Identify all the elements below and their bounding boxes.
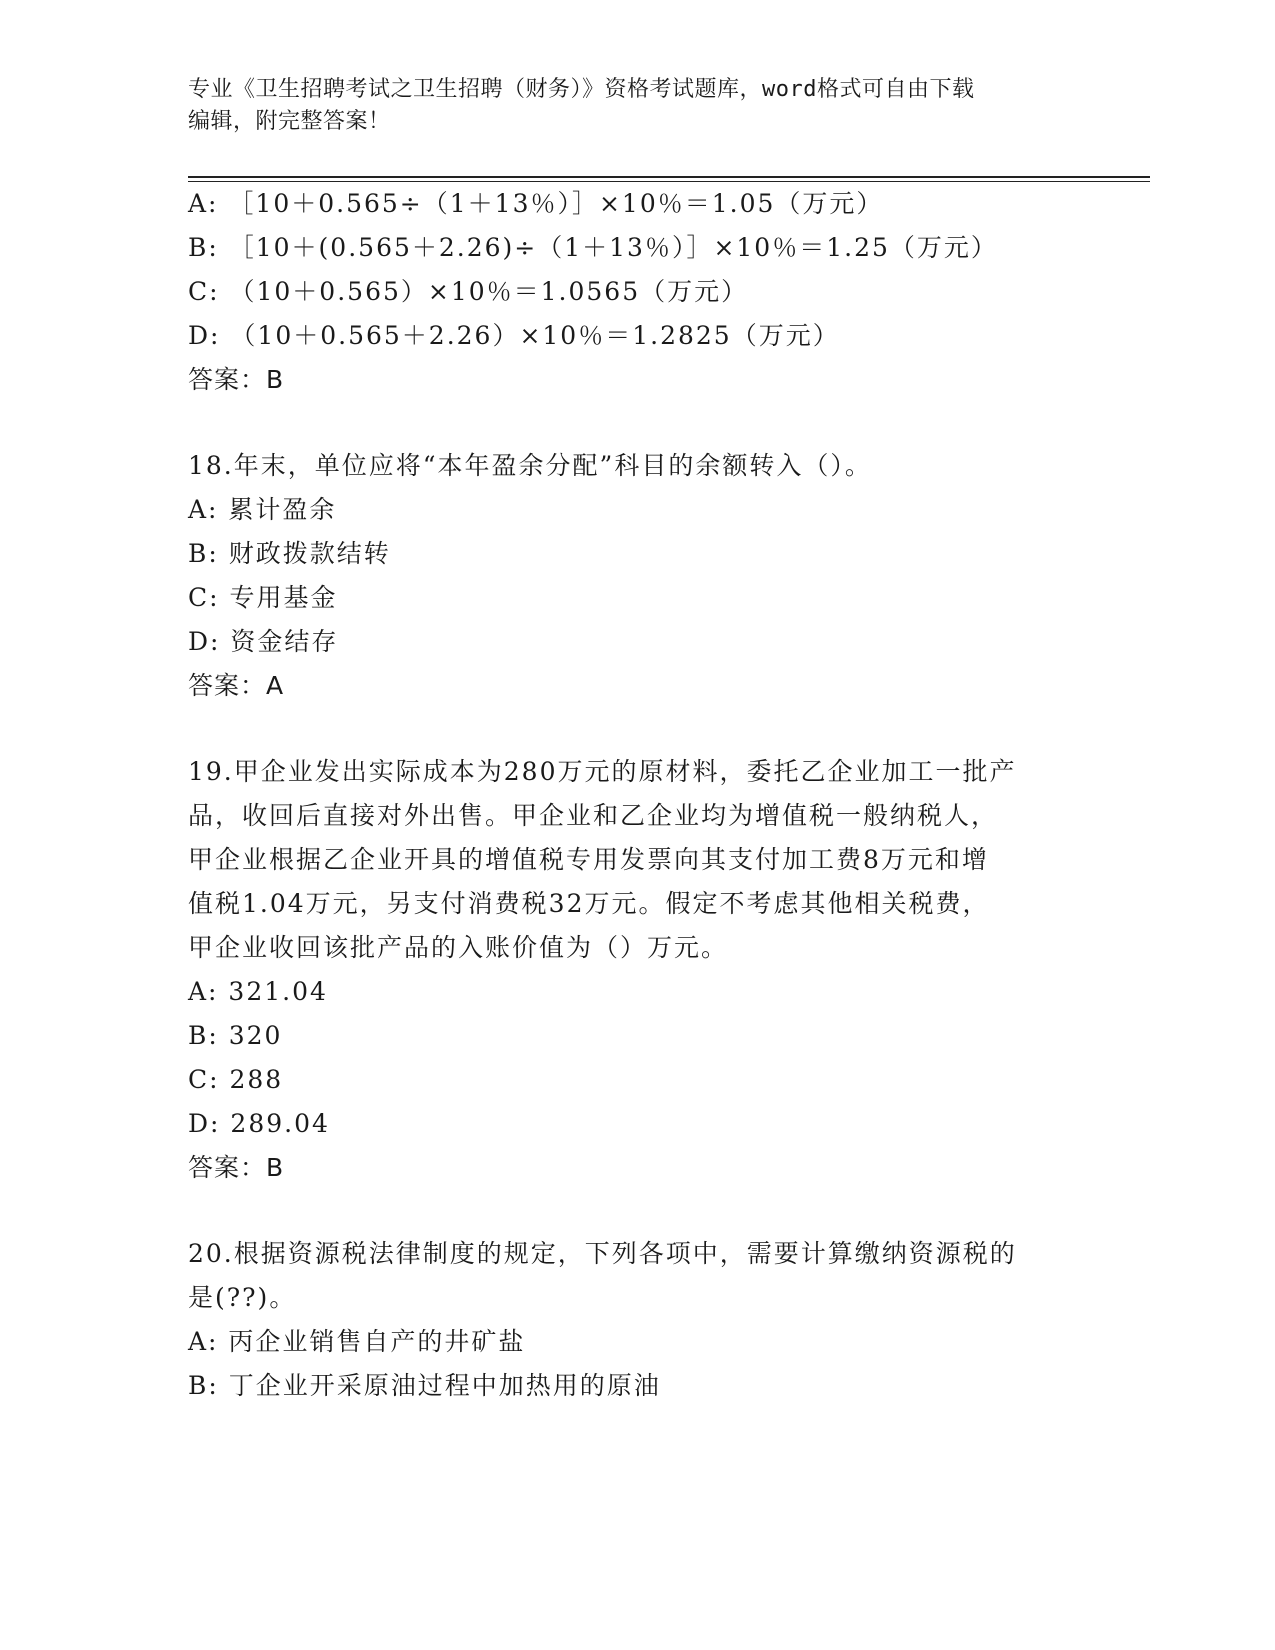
q20-option-a: A: 丙企业销售自产的井矿盐	[188, 1327, 526, 1356]
q18-option-d: D: 资金结存	[188, 627, 339, 656]
q18-option-c: C: 专用基金	[188, 583, 338, 612]
q17-option-d: D: （10＋0.565＋2.26）×10％＝1.2825（万元）	[188, 321, 840, 350]
q17-option-c: C: （10＋0.565）×10％＝1.0565（万元）	[188, 277, 749, 306]
q19-answer: 答案：B	[188, 1153, 285, 1182]
q18-option-a: A: 累计盈余	[188, 495, 337, 524]
document-header	[188, 74, 1068, 138]
header-divider-thick	[188, 176, 1150, 178]
q18-answer: 答案：A	[188, 671, 285, 700]
header-line-1: 专业《卫生招聘考试之卫生招聘（财务）》资格考试题库，word格式可自由下载	[188, 77, 975, 102]
q20-stem-line-1: 20.根据资源税法律制度的规定，下列各项中，需要计算缴纳资源税的	[188, 1239, 1017, 1268]
q18-option-b: B: 财政拨款结转	[188, 539, 391, 568]
q19-stem-line-5: 甲企业收回该批产品的入账价值为（）万元。	[188, 933, 729, 962]
q19-stem-line-4: 值税1.04万元，另支付消费税32万元。假定不考虑其他相关税费，	[188, 889, 990, 918]
q20-stem-line-2: 是(??)。	[188, 1283, 297, 1312]
q19-stem-line-3: 甲企业根据乙企业开具的增值税专用发票向其支付加工费8万元和增	[188, 845, 989, 874]
q17-answer: 答案：B	[188, 365, 285, 394]
q19-option-a: A: 321.04	[188, 977, 328, 1006]
q19-stem-line-2: 品，收回后直接对外出售。甲企业和乙企业均为增值税一般纳税人，	[188, 801, 999, 830]
q17-option-b: B: ［10＋(0.565＋2.26)÷（1＋13％）］×10％＝1.25（万元）	[188, 233, 998, 262]
q19-option-c: C: 288	[188, 1065, 284, 1094]
q18-stem: 18.年末，单位应将“本年盈余分配”科目的余额转入（）。	[188, 451, 872, 480]
q19-stem-line-1: 19.甲企业发出实际成本为280万元的原材料，委托乙企业加工一批产	[188, 757, 1017, 786]
header-line-2: 编辑，附完整答案！	[188, 109, 391, 134]
q20-option-b: B: 丁企业开采原油过程中加热用的原油	[188, 1371, 661, 1400]
q17-option-a: A: ［10＋0.565÷（1＋13％）］×10％＝1.05（万元）	[188, 189, 884, 218]
header-divider-thin	[188, 181, 1150, 182]
q19-option-d: D: 289.04	[188, 1109, 330, 1138]
q19-option-b: B: 320	[188, 1021, 283, 1050]
